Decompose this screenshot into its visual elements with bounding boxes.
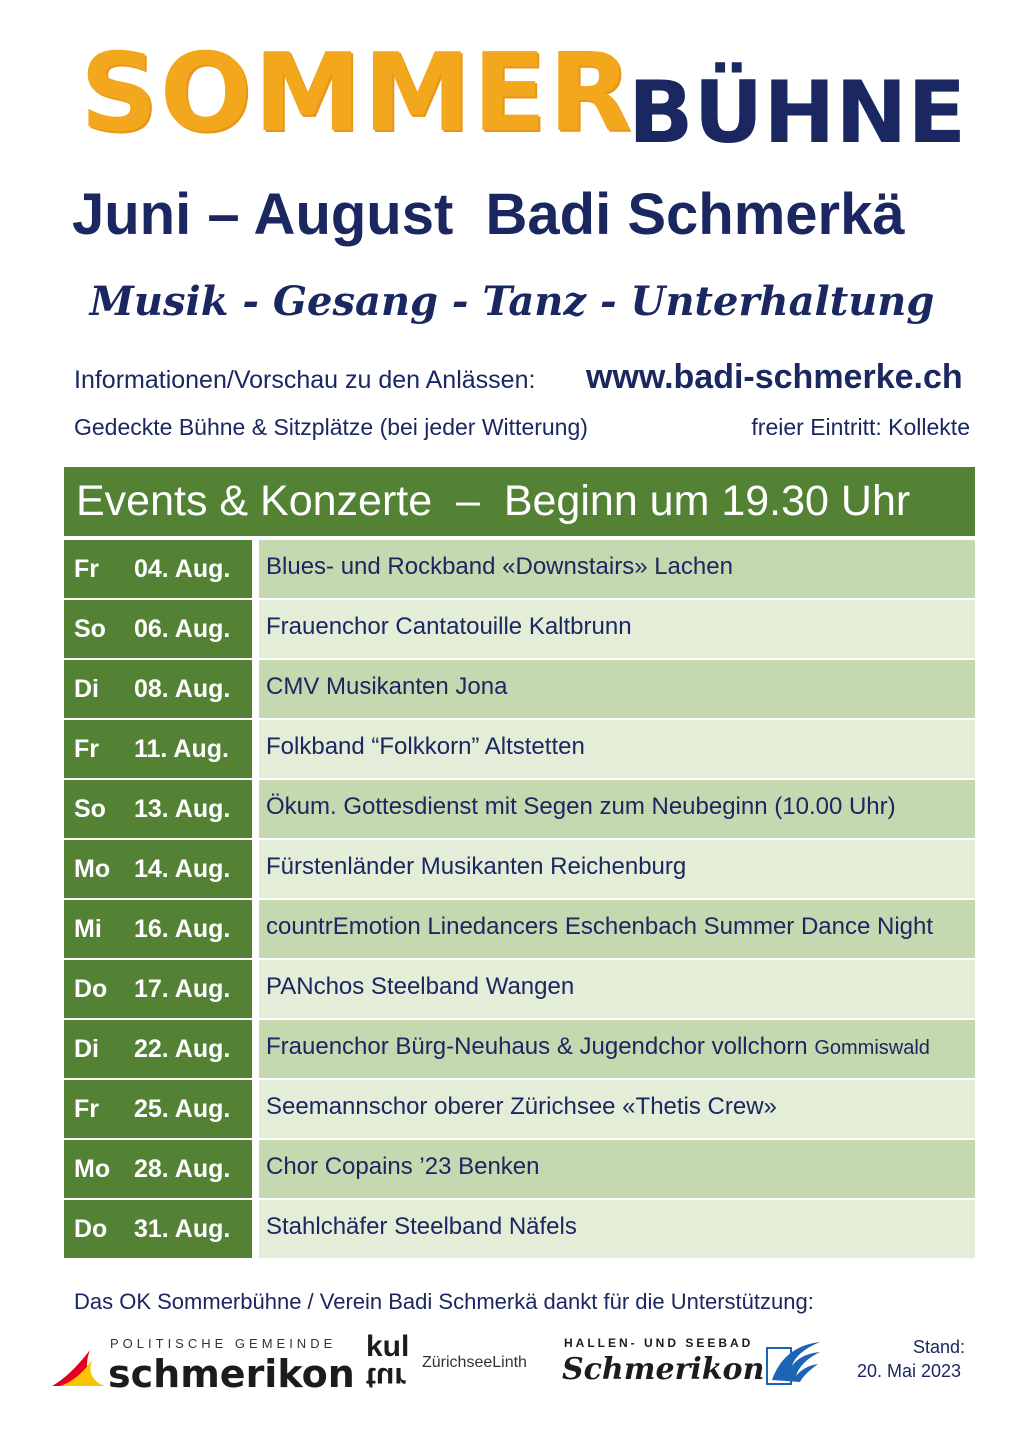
table-row	[64, 1140, 975, 1200]
event-title: CMV Musikanten Jona	[266, 673, 508, 700]
event-cell	[259, 1140, 975, 1198]
date: 16. Aug.	[134, 915, 231, 943]
table-row	[64, 1020, 975, 1080]
table-row	[64, 660, 975, 720]
date: 04. Aug.	[134, 555, 231, 583]
kultur-logo	[364, 1332, 554, 1392]
date-cell	[64, 960, 252, 1018]
date: 13. Aug.	[134, 795, 231, 823]
weekday: Mi	[74, 915, 102, 943]
date-cell	[64, 600, 252, 658]
date: 28. Aug.	[134, 1155, 231, 1183]
event-note: Gommiswald	[814, 1037, 930, 1059]
event-cell	[259, 1200, 975, 1258]
entry-note: freier Eintritt: Kollekte	[751, 414, 970, 440]
event-cell	[259, 780, 975, 838]
info-line: Informationen/Vorschau zu den Anlässen:	[74, 366, 536, 394]
thanks-note: Das OK Sommerbühne / Verein Badi Schmerkä dankt für die Unterstützung:	[74, 1289, 814, 1314]
tagline: Musik - Gesang - Tanz - Unterhaltung	[89, 278, 935, 325]
date: 17. Aug.	[134, 975, 231, 1003]
event-cell	[259, 900, 975, 958]
weekday: Do	[74, 975, 108, 1003]
event-cell	[259, 600, 975, 658]
weekday: Di	[74, 675, 99, 703]
event-cell	[259, 1020, 975, 1078]
subtitle: Juni – August Badi Schmerkä	[72, 182, 905, 247]
event-title: Fürstenländer Musikanten Reichenburg	[266, 853, 687, 880]
event-title: Ökum. Gottesdienst mit Segen zum Neubeginn (10.00 Uhr)	[266, 793, 896, 820]
event-cell	[259, 960, 975, 1018]
kultur-logo-top: kul	[366, 1330, 410, 1363]
date-cell	[64, 1140, 252, 1198]
event-title: Frauenchor Bürg-Neuhaus & Jugendchor vollchorn	[266, 1033, 808, 1060]
event-cell	[259, 660, 975, 718]
date: 14. Aug.	[134, 855, 231, 883]
seebad-logo-script: Schmerikon	[562, 1352, 765, 1387]
event-title: Stahlchäfer Steelband Näfels	[266, 1213, 577, 1240]
date-cell	[64, 840, 252, 898]
date-cell	[64, 1020, 252, 1078]
event-title: Blues- und Rockband «Downstairs» Lachen	[266, 553, 733, 580]
date-cell	[64, 1200, 252, 1258]
weekday: Do	[74, 1215, 108, 1243]
events-banner: Events & Konzerte – Beginn um 19.30 Uhr	[64, 467, 975, 536]
website-link[interactable]: www.badi-schmerke.ch	[586, 358, 963, 396]
venue-note: Gedeckte Bühne & Sitzplätze (bei jeder Witterung)	[74, 414, 588, 440]
table-row	[64, 540, 975, 600]
event-cell	[259, 1080, 975, 1138]
schmerikon-logo-name: schmerikon	[108, 1352, 355, 1396]
seebad-logo	[562, 1334, 765, 1394]
date: 25. Aug.	[134, 1095, 231, 1123]
table-row	[64, 780, 975, 840]
event-title: countrEmotion Linedancers Eschenbach Summer Dance Night	[266, 913, 934, 940]
weekday: So	[74, 615, 106, 643]
event-title: Seemannschor oberer Zürichsee «Thetis Crew»	[266, 1093, 777, 1120]
event-cell	[259, 720, 975, 778]
date: 06. Aug.	[134, 615, 231, 643]
weekday: Mo	[74, 855, 111, 883]
title-buehne: BÜHNE	[628, 63, 967, 163]
wave-logo-icon	[766, 1336, 822, 1386]
date-cell	[64, 720, 252, 778]
table-row	[64, 1200, 975, 1260]
event-title: Frauenchor Cantatouille Kaltbrunn	[266, 613, 632, 640]
table-row	[64, 600, 975, 660]
weekday: Mo	[74, 1155, 111, 1183]
seebad-logo-top: HALLEN- UND SEEBAD	[564, 1336, 754, 1350]
weekday: Fr	[74, 555, 99, 583]
date: 31. Aug.	[134, 1215, 231, 1243]
date: 22. Aug.	[134, 1035, 231, 1063]
table-row	[64, 960, 975, 1020]
date: 08. Aug.	[134, 675, 231, 703]
schmerikon-logo	[50, 1334, 355, 1396]
title-sommer: SOMMER	[80, 31, 634, 156]
weekday: So	[74, 795, 106, 823]
stand-label: Stand:	[913, 1337, 966, 1357]
weekday: Di	[74, 1035, 99, 1063]
date-cell	[64, 780, 252, 838]
schmerikon-logo-top: POLITISCHE GEMEINDE	[110, 1336, 337, 1351]
date-cell	[64, 1080, 252, 1138]
table-row	[64, 840, 975, 900]
date-cell	[64, 540, 252, 598]
table-row	[64, 1080, 975, 1140]
event-schedule	[64, 540, 975, 1260]
event-cell	[259, 540, 975, 598]
date-cell	[64, 660, 252, 718]
kultur-logo-region: ZürichseeLinth	[422, 1354, 527, 1371]
weekday: Fr	[74, 1095, 99, 1123]
table-row	[64, 720, 975, 780]
schmerikon-flag-icon	[50, 1346, 106, 1390]
date: 11. Aug.	[134, 735, 229, 763]
stand-date: 20. Mai 2023	[857, 1361, 962, 1381]
weekday: Fr	[74, 735, 99, 763]
event-title: Chor Copains ’23 Benken	[266, 1153, 540, 1180]
table-row	[64, 900, 975, 960]
event-cell	[259, 840, 975, 898]
date-cell	[64, 900, 252, 958]
event-title: PANchos Steelband Wangen	[266, 973, 575, 1000]
kultur-logo-bottom: tur	[366, 1361, 406, 1394]
event-title: Folkband “Folkkorn” Altstetten	[266, 733, 585, 760]
